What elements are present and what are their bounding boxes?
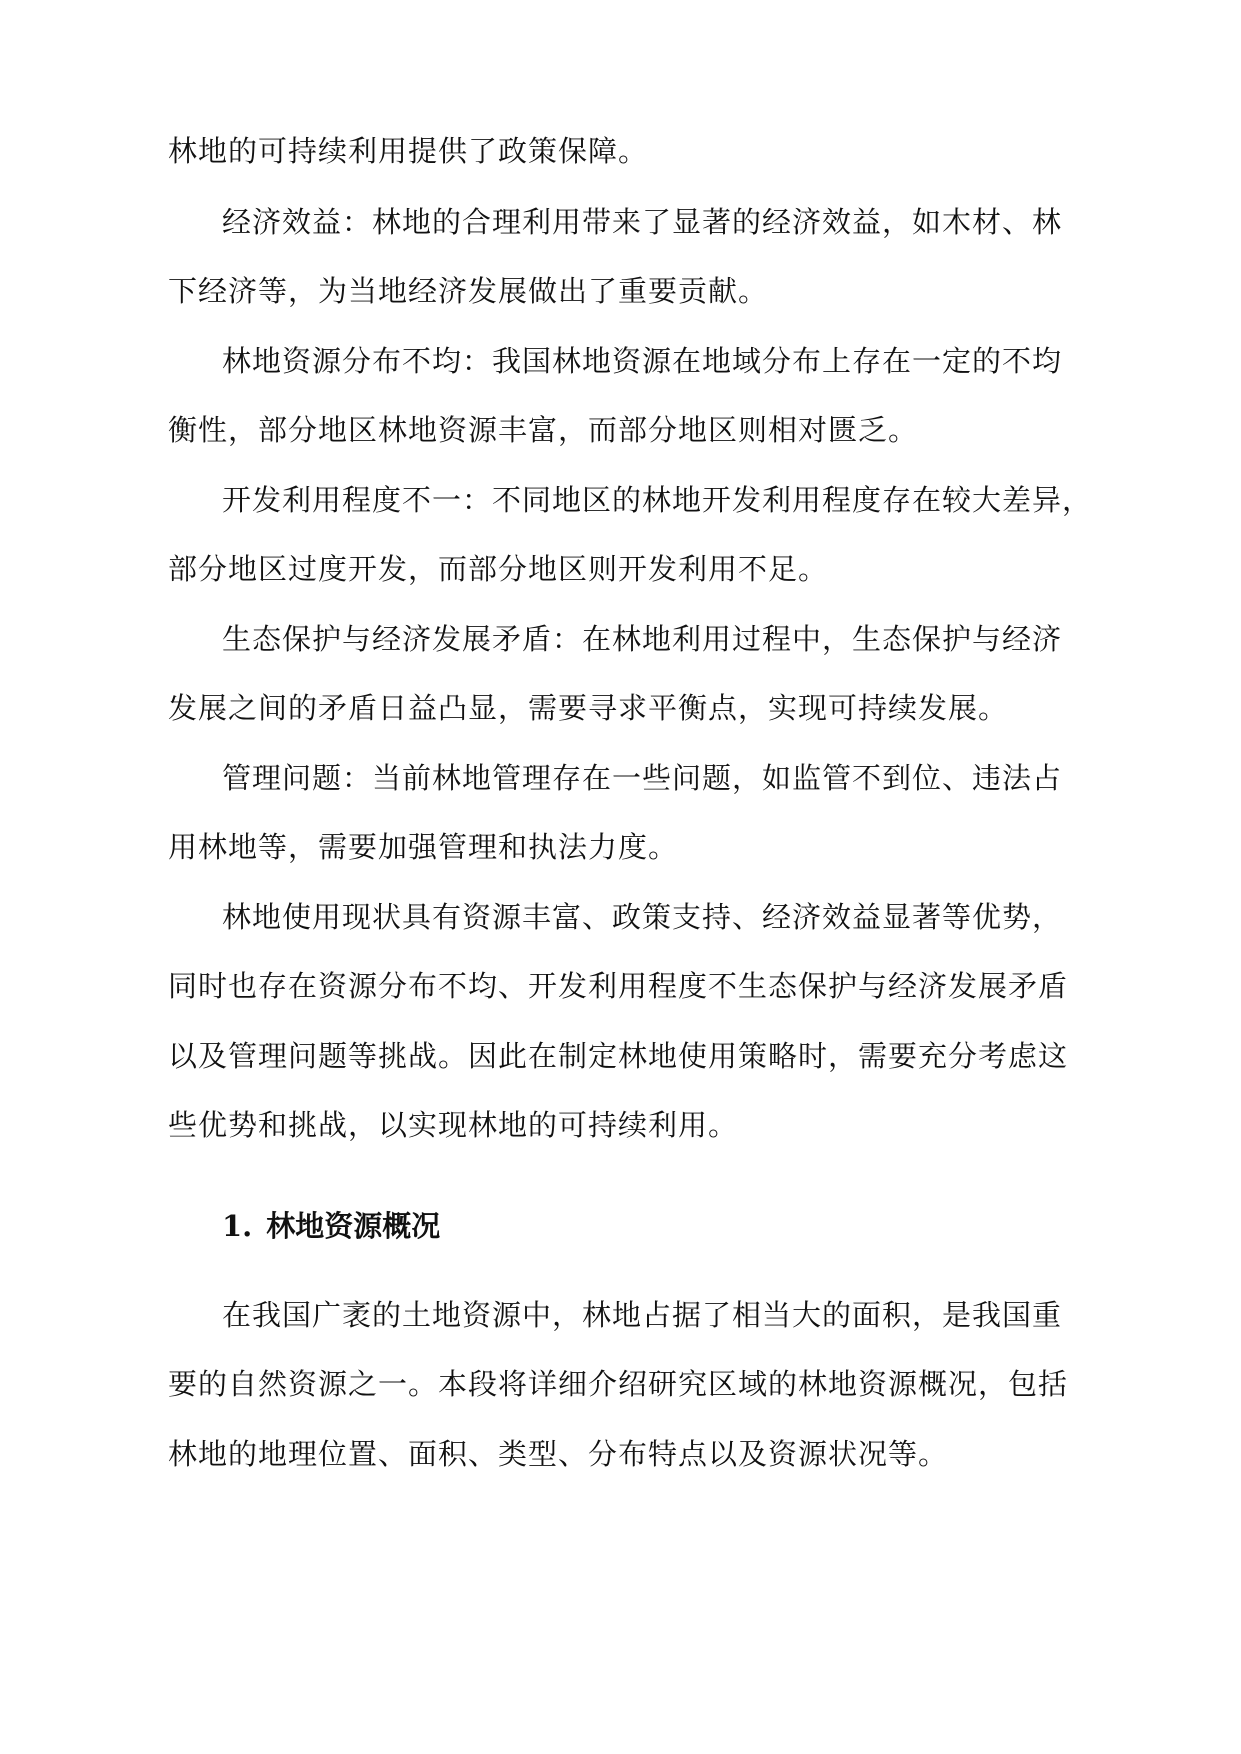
- paragraph-summary-line-1: 林地使用现状具有资源丰富、政策支持、经济效益显著等优势，: [222, 900, 1063, 934]
- paragraph-development-degree-line-1: 开发利用程度不一：不同地区的林地开发利用程度存在较大差异，: [222, 483, 1093, 517]
- section-number: 1.: [222, 1209, 253, 1243]
- paragraph-management-line-1: 管理问题：当前林地管理存在一些问题，如监管不到位、违法占: [222, 761, 1063, 795]
- paragraph-summary-line-2: 同时也存在资源分布不均、开发利用程度不生态保护与经济发展矛盾: [168, 969, 1069, 1003]
- paragraph-economic-benefit-line-2: 下经济等，为当地经济发展做出了重要贡献。: [168, 274, 769, 308]
- paragraph-overview-line-2: 要的自然资源之一。本段将详细介绍研究区域的林地资源概况，包括: [168, 1367, 1069, 1401]
- paragraph-uneven-distribution-line-1: 林地资源分布不均：我国林地资源在地域分布上存在一定的不均: [222, 344, 1063, 378]
- paragraph-uneven-distribution-line-2: 衡性，部分地区林地资源丰富，而部分地区则相对匮乏。: [168, 413, 919, 447]
- paragraph-summary-line-4: 些优势和挑战，以实现林地的可持续利用。: [168, 1108, 739, 1142]
- paragraph-overview-line-1: 在我国广袤的土地资源中，林地占据了相当大的面积，是我国重: [222, 1298, 1063, 1332]
- text-line: 林地的可持续利用提供了政策保障。: [168, 134, 649, 168]
- paragraph-summary-line-3: 以及管理问题等挑战。因此在制定林地使用策略时，需要充分考虑这: [168, 1039, 1069, 1073]
- paragraph-eco-conflict-line-1: 生态保护与经济发展矛盾：在林地利用过程中，生态保护与经济: [222, 622, 1063, 656]
- paragraph-management-line-2: 用林地等，需要加强管理和执法力度。: [168, 830, 679, 864]
- paragraph-development-degree-line-2: 部分地区过度开发，而部分地区则开发利用不足。: [168, 552, 829, 586]
- section-heading: [222, 1206, 440, 1246]
- paragraph-overview-line-3: 林地的地理位置、面积、类型、分布特点以及资源状况等。: [168, 1437, 949, 1471]
- section-title: 林地资源概况: [266, 1209, 441, 1243]
- paragraph-eco-conflict-line-2: 发展之间的矛盾日益凸显，需要寻求平衡点，实现可持续发展。: [168, 691, 1009, 725]
- paragraph-economic-benefit-line-1: 经济效益：林地的合理利用带来了显著的经济效益，如木材、林: [222, 205, 1063, 239]
